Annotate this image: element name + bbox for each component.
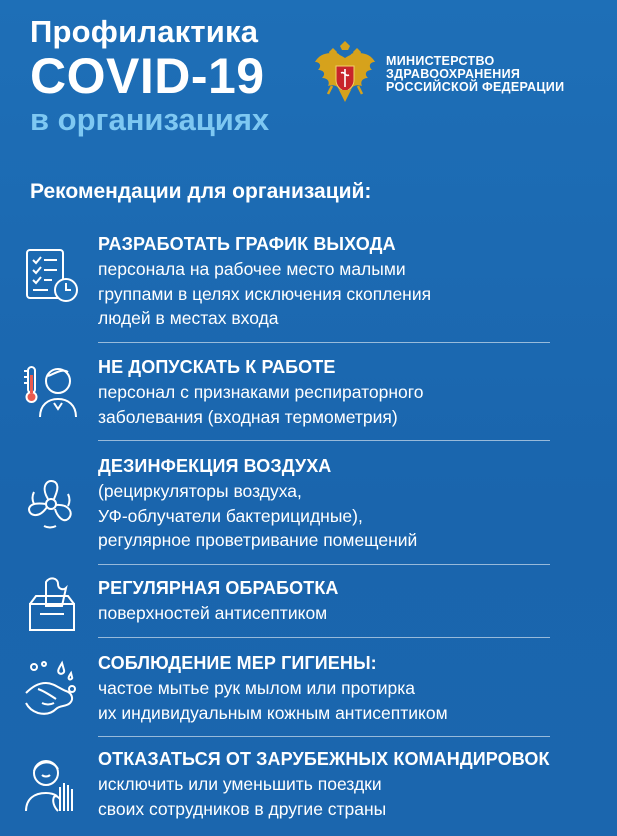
recommendation-line: УФ-облучатели бактерицидные), (98, 505, 363, 526)
recommendation-line: исключить или уменьшить поездки (98, 774, 382, 794)
recommendation-line: частое мытье рук мылом или протирка (98, 678, 416, 698)
title-line-1: Профилактика (30, 14, 259, 49)
ministry-name (386, 55, 564, 94)
recommendation-heading: РЕГУЛЯРНАЯ ОБРАБОТКА (98, 578, 339, 598)
title-covid: COVID-19 (30, 48, 265, 104)
ministry-line-3: РОССИЙСКОЙ ФЕДЕРАЦИИ (386, 79, 565, 94)
recommendation-line: поверхностей антисептиком (98, 603, 328, 623)
header (30, 14, 269, 138)
recommendation-text (98, 651, 598, 725)
recommendation-line: (рециркуляторы воздуха, (98, 481, 302, 501)
hand-washing-icon (22, 659, 80, 719)
recommendation-text (98, 355, 598, 429)
recommendation-line: заболевания (входная термометрия) (98, 406, 398, 427)
recommendation-line: персонала на рабочее место малыми (98, 259, 406, 279)
recommendation-heading: НЕ ДОПУСКАТЬ К РАБОТЕ (98, 357, 336, 377)
recommendation-line: регулярное проветривание помещений (98, 530, 418, 550)
recommendation-line: людей в местах входа (98, 308, 279, 328)
recommendation-text (98, 747, 598, 821)
recommendation-line: персонал с признаками респираторного (98, 382, 424, 402)
recommendation-line: их индивидуальным кожным антисептиком (98, 702, 448, 723)
ministry-logo (312, 40, 564, 108)
recommendation-heading: СОБЛЮДЕНИЕ МЕР ГИГИЕНЫ: (98, 653, 377, 673)
thermometer-person-icon (22, 361, 80, 421)
recommendation-text (98, 576, 598, 626)
divider (98, 342, 550, 343)
recommendation-heading: РАЗРАБОТАТЬ ГРАФИК ВЫХОДА (98, 234, 396, 254)
fan-icon (22, 474, 80, 534)
recommendation-heading: ОТКАЗАТЬСЯ ОТ ЗАРУБЕЖНЫХ КОМАНДИРОВОК (98, 749, 550, 769)
stop-hand-person-icon (22, 755, 80, 815)
ministry-line-1: МИНИСТЕРСТВО (386, 53, 495, 68)
recommendation-line: группами в целях исключения скопления (98, 283, 432, 304)
title-line-3: в организациях (30, 102, 270, 137)
recommendation-text (98, 232, 598, 331)
section-title: Рекомендации для организаций: (30, 180, 372, 203)
schedule-clock-icon (22, 246, 80, 306)
ministry-line-2: ЗДРАВООХРАНЕНИЯ (386, 66, 521, 81)
recommendation-heading: ДЕЗИНФЕКЦИЯ ВОЗДУХА (98, 456, 332, 476)
divider (98, 564, 550, 565)
recommendation-text (98, 454, 598, 553)
divider (98, 440, 550, 441)
wipes-box-icon (22, 574, 80, 634)
divider (98, 637, 550, 638)
divider (98, 736, 550, 737)
recommendation-line: своих сотрудников в другие страны (98, 798, 387, 819)
double-headed-eagle-emblem-icon (312, 40, 378, 108)
